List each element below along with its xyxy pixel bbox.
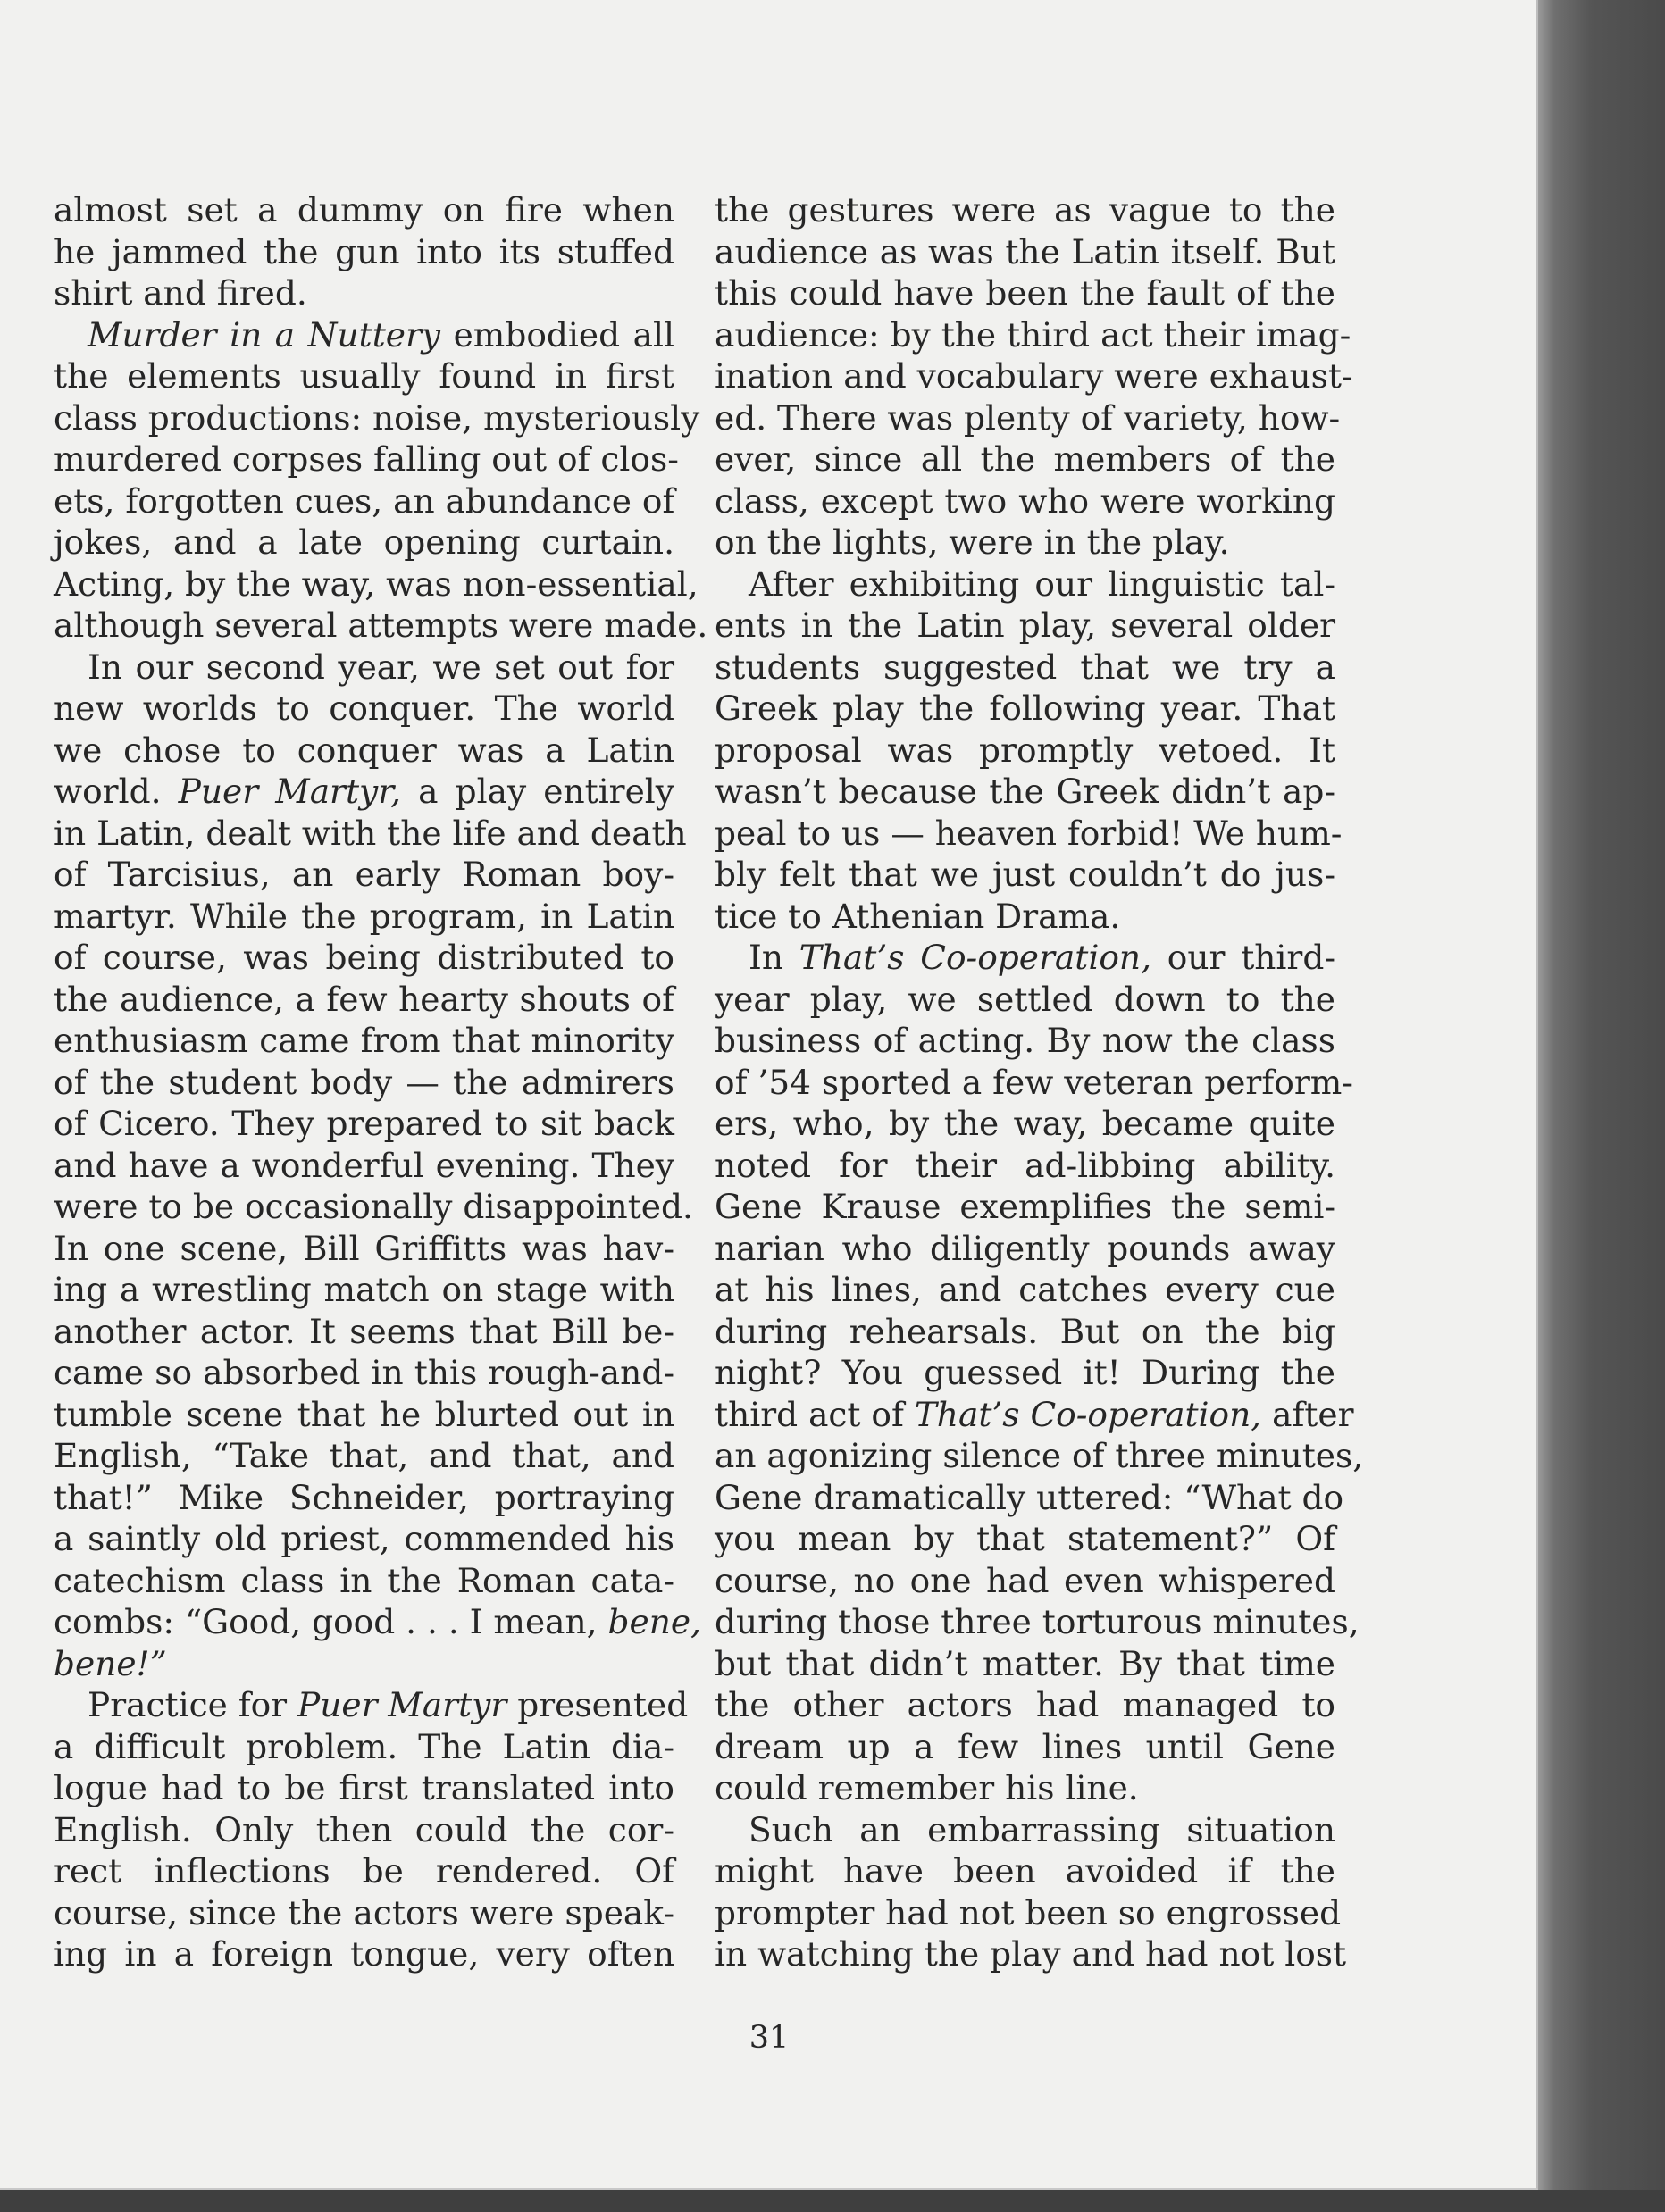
text-line: ets, forgotten cues, an abundance of [54, 480, 675, 521]
text-line: Acting, by the way, was non-essential, [54, 563, 699, 604]
text-line: tice to Athenian Drama. [715, 896, 1121, 936]
text-line: ever, since all the members of the [715, 439, 1335, 479]
text-line: came so absorbed in this rough-and- [54, 1353, 674, 1392]
text-line: Greek play the following year. That [715, 689, 1335, 728]
text-line: the elements usually found in first [54, 356, 674, 396]
text-line: of ’54 sported a few veteran perform- [715, 1062, 1353, 1102]
text-line: in watching the play and had not lost [715, 1934, 1347, 1974]
text-line: the gestures were as vague to the [715, 190, 1335, 230]
book-spine-edge [1538, 0, 1665, 2212]
text-line: ed. There was plenty of variety, how- [715, 397, 1341, 438]
text-line: bene!” [54, 1643, 167, 1683]
text-line: Such an embarrassing situation [749, 1809, 1335, 1849]
text-line: Gene dramatically uttered: “What do [715, 1477, 1344, 1517]
text-line: he jammed the gun into its stuffed [54, 231, 674, 271]
text-line: tumble scene that he blurted out in [54, 1394, 674, 1434]
text-line: In our second year, we set out for [88, 647, 674, 687]
text-line: shirt and fired. [54, 273, 307, 313]
text-line: audience as was the Latin itself. But [715, 231, 1335, 271]
text-line: another actor. It seems that Bill be- [54, 1311, 674, 1351]
text-line: logue had to be first translated into [54, 1768, 674, 1807]
page-number: 31 [749, 2020, 790, 2056]
text-line: murdered corpses falling out of clos- [54, 439, 679, 479]
text-line: class, except two who were working [715, 480, 1335, 521]
text-line: although several attempts were made. [54, 605, 708, 645]
text-line: martyr. While the program, in Latin [54, 896, 674, 936]
text-line: noted for their ad-libbing ability. [715, 1145, 1335, 1185]
text-line: In That’s Co-operation, our third- [749, 938, 1336, 977]
text-line: on the lights, were in the play. [715, 522, 1230, 562]
text-line: course, since the actors were speak- [54, 1892, 674, 1932]
text-line: audience: by the third act their imag- [715, 314, 1351, 355]
text-line: rect inflections be rendered. Of [54, 1851, 674, 1891]
text-line: of the student body — the admirers [54, 1062, 674, 1102]
text-line: catechism class in the Roman cata- [54, 1560, 674, 1600]
right-column [715, 189, 1364, 1975]
text-line: of course, was being distributed to [54, 938, 674, 977]
text-line: course, no one had even whispered [715, 1560, 1335, 1600]
text-line: an agonizing silence of three minutes, [715, 1436, 1364, 1475]
text-line: peal to us — heaven forbid! We hum- [715, 813, 1343, 853]
text-line: that!” Mike Schneider, portraying [54, 1477, 674, 1517]
text-line: class productions: noise, mysteriously [54, 397, 700, 438]
text-line: a difficult problem. The Latin dia- [54, 1726, 674, 1766]
text-line: might have been avoided if the [715, 1851, 1335, 1891]
text-line: students suggested that we try a [715, 647, 1335, 687]
text-line: ents in the Latin play, several older [715, 605, 1335, 645]
text-line: prompter had not been so engrossed [715, 1892, 1342, 1932]
text-line: ing in a foreign tongue, very often [54, 1934, 674, 1974]
text-line: but that didn’t matter. By that time [715, 1643, 1335, 1683]
text-line: third act of That’s Co-operation, after [715, 1394, 1354, 1434]
text-line: and have a wonderful evening. They [54, 1145, 674, 1185]
text-line: dream up a few lines until Gene [715, 1726, 1335, 1766]
text-line: night? You guessed it! During the [715, 1353, 1335, 1392]
text-line: world. Puer Martyr, a play entirely [54, 772, 674, 811]
text-line: wasn’t because the Greek didn’t ap- [715, 772, 1335, 811]
text-line: jokes, and a late opening curtain. [54, 522, 674, 562]
text-line: the audience, a few hearty shouts of [54, 979, 674, 1019]
text-line: of Tarcisius, an early Roman boy- [54, 855, 674, 894]
text-line: we chose to conquer was a Latin [54, 730, 674, 770]
text-line: of Cicero. They prepared to sit back [54, 1104, 674, 1143]
text-line: a saintly old priest, commended his [54, 1519, 674, 1558]
text-line: during rehearsals. But on the big [715, 1311, 1335, 1351]
text-line: at his lines, and catches every cue [715, 1270, 1335, 1309]
left-column [54, 189, 708, 1975]
text-line: proposal was promptly vetoed. It [715, 730, 1335, 770]
text-line: in Latin, dealt with the life and death [54, 813, 687, 853]
text-line: during those three torturous minutes, [715, 1602, 1360, 1641]
text-line: combs: “Good, good . . . I mean, bene, [54, 1602, 701, 1641]
text-line: ing a wrestling match on stage with [54, 1270, 674, 1309]
text-line: Practice for Puer Martyr presented [88, 1685, 689, 1724]
text-line: Gene Krause exemplifies the semi- [715, 1187, 1335, 1226]
text-line: bly felt that we just couldn’t do jus- [715, 855, 1335, 894]
text-line: After exhibiting our linguistic tal- [749, 563, 1335, 604]
scan-bottom-edge [0, 2190, 1665, 2212]
text-line: were to be occasionally disappointed. [54, 1187, 693, 1226]
text-line: you mean by that statement?” Of [715, 1519, 1335, 1558]
text-line: ers, who, by the way, became quite [715, 1104, 1335, 1143]
text-line: almost set a dummy on fire when [54, 190, 674, 230]
text-line: ination and vocabulary were exhaust- [715, 356, 1353, 396]
text-line: new worlds to conquer. The world [54, 689, 674, 728]
text-line: business of acting. By now the class [715, 1021, 1335, 1060]
text-line: the other actors had managed to [715, 1685, 1335, 1724]
text-line: could remember his line. [715, 1768, 1139, 1807]
text-line: year play, we settled down to the [715, 979, 1335, 1019]
text-line: Murder in a Nuttery embodied all [88, 314, 674, 355]
text-line: this could have been the fault of the [715, 273, 1335, 313]
text-line: In one scene, Bill Griffitts was hav- [54, 1228, 674, 1268]
text-line: narian who diligently pounds away [715, 1228, 1335, 1268]
text-line: enthusiasm came from that minority [54, 1021, 674, 1060]
text-line: English, “Take that, and that, and [54, 1436, 674, 1475]
text-line: English. Only then could the cor- [54, 1809, 674, 1849]
